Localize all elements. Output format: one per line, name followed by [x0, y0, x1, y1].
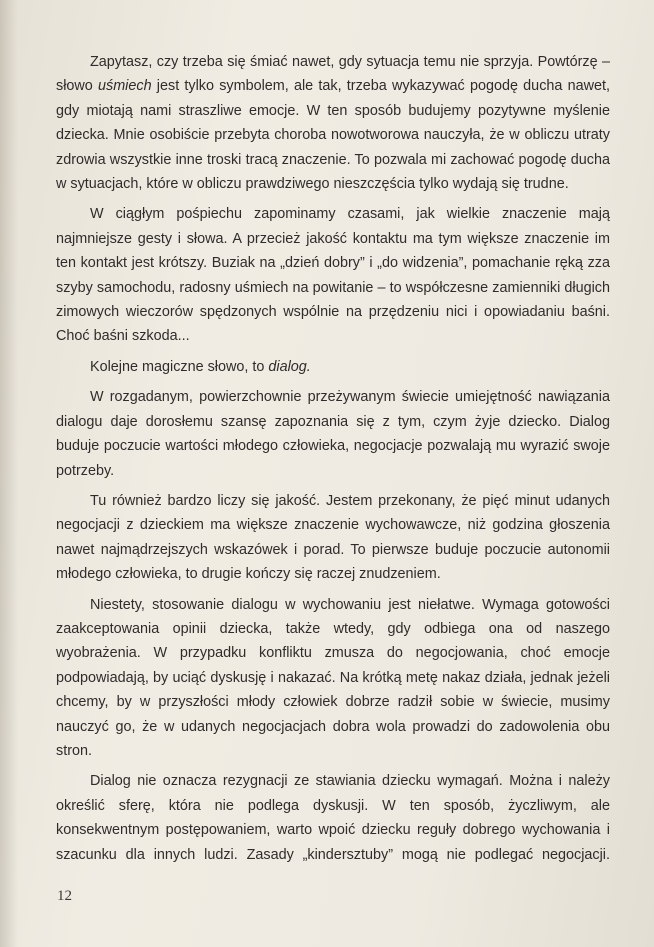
italic-text: uśmiech [98, 78, 152, 95]
paragraph [56, 202, 610, 348]
italic-text: dialog. [268, 358, 311, 375]
text-run: W rozgadanym, powierzchownie przeżywanym świecie umiejętność nawiązania dialogu daje dorosłemu szansę zapoznania się z tym, czym żyje dziecko. Dialog buduje poczucie wartości młodego człowieka, negocjacje pozwalają mu wyrazić swoje potrzeby. [56, 389, 610, 479]
page-number: 12 [57, 888, 72, 904]
text-run: Kolejne magiczne słowo, to [90, 358, 269, 375]
page-edge-shadow [0, 0, 18, 947]
paragraph [56, 355, 610, 379]
text-run: Tu również bardzo liczy się jakość. Jestem przekonany, że pięć minut udanych negocjacji z dzieckiem ma większe znaczenie wychowawcze, niż godzina głoszenia nawet najmądrzejszych wskazówek i porad. To pierwsze buduje poczucie autonomii młodego człowieka, to drugie kończy się raczej znudzeniem. [56, 492, 610, 583]
text-run: W ciągłym pośpiechu zapominamy czasami, jak wielkie znaczenie mają najmniejsze gesty i słowa. A przecież jakość kontaktu ma tym większe znaczenie im ten kontakt jest krótszy. Buziak na „dzień dobry” i „do widzenia”, pomachanie ręką zza szyby samochodu, radosny uśmiech na powitanie – to współczesne zamienniki długich zimowych wieczorów spędzonych wspólnie na przędzeniu nici i opowiadaniu baśni. Choć baśni szkoda... [56, 206, 610, 345]
body-text [56, 50, 610, 873]
text-run: Dialog nie oznacza rezygnacji ze stawiania dziecku wymagań. Można i należy określić sferę, która nie podlega dyskusji. W ten sposób, życzliwym, ale konsekwentnym postępowaniem, warto wpoić dziecku reguły dobrego wychowania i szacunku dla innych ludzi. Zasady „kindersztuby” mogą nie podlegać negocjacji. [56, 773, 610, 863]
paragraph [56, 593, 610, 764]
paragraph [56, 385, 610, 483]
text-run: Zapytasz, czy trzeba się śmiać nawet, gdy sytuacja temu nie sprzyja. Powtórzę – słowo [56, 54, 610, 95]
paragraph [56, 769, 610, 867]
text-run: Niestety, stosowanie dialogu w wychowaniu jest niełatwe. Wymaga gotowości zaakceptowania opinii dziecka, także wtedy, gdy odbiega ona od naszego wyobrażenia. W przypadku konfliktu zmusza do negocjowania, choć emocje podpowiadają, by uciąć dyskusję i nakazać. Na krótką metę nakaz działa, jednak jeżeli chcemy, by w przyszłości młody człowiek dobrze radził sobie w świecie, musimy nauczyć go, że w udanych negocjacjach dobra wola prowadzi do zadowolenia obu stron. [56, 596, 610, 759]
paragraph [56, 489, 610, 587]
paragraph [56, 50, 610, 196]
text-run: jest tylko symbolem, ale tak, trzeba wykazywać pogodę ducha nawet, gdy miotają nami straszliwe emocje. W ten sposób budujemy pozytywne myślenie dziecka. Mnie osobiście przebyta choroba nowotworowa nauczyła, że w obliczu utraty zdrowia wszystkie inne troski tracą znaczenie. To pozwala mi zachować pogodę ducha w sytuacjach, które w obliczu prawdziwego nieszczęścia tylko wydają się trudne. [56, 78, 610, 193]
